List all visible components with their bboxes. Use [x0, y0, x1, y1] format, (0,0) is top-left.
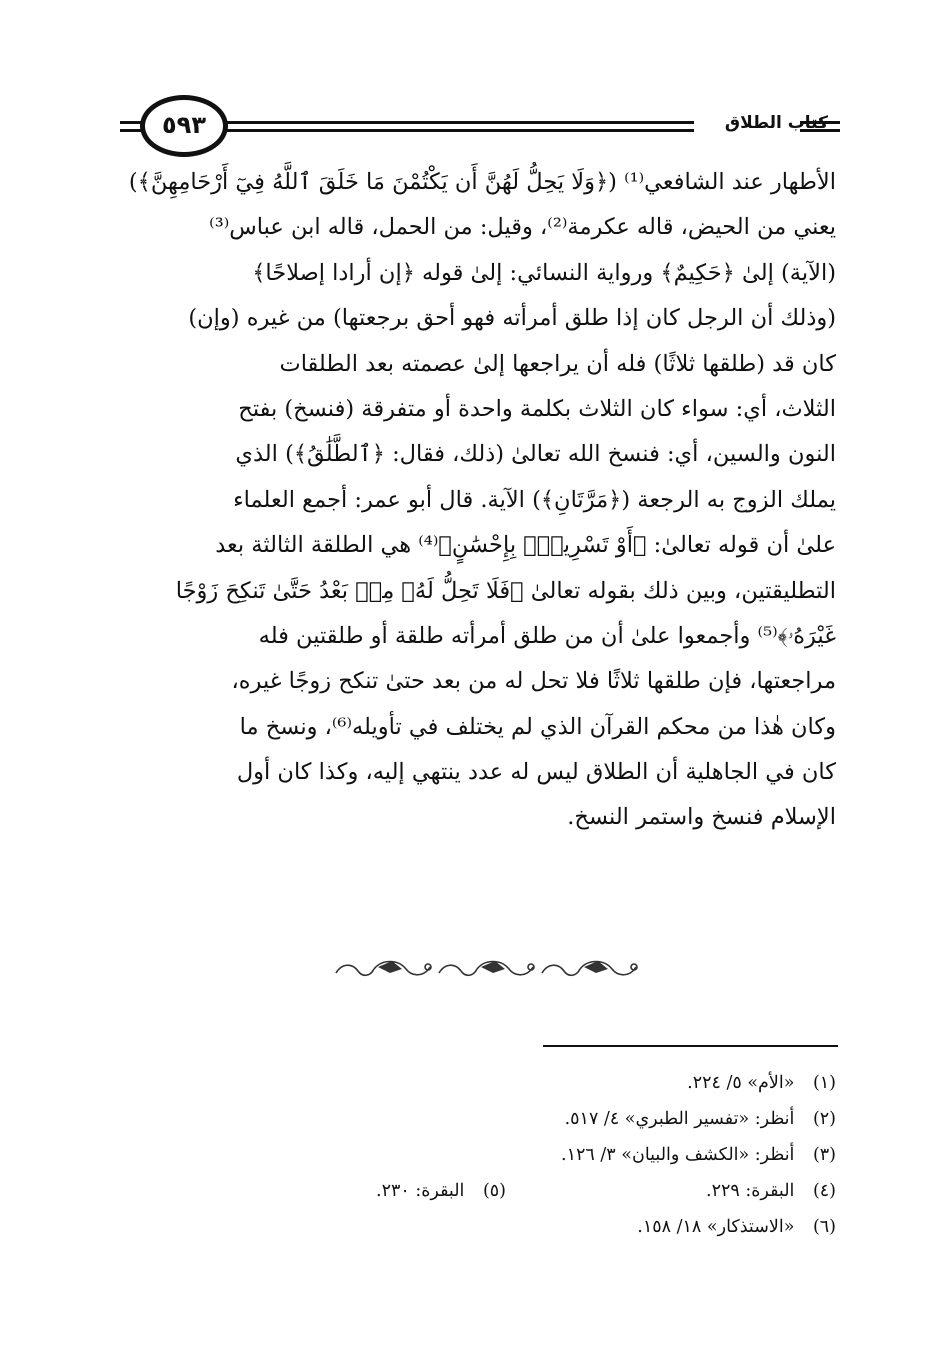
footnotes	[118, 1065, 836, 1245]
text-line: (الآية) إلىٰ ﴿حَكِيمٌ﴾ ورواية النسائي: إلىٰ قوله ﴿إن أرادا إصلاحًا﴾	[252, 259, 836, 286]
header-rule-main-bottom	[222, 129, 694, 132]
text-line: وكان هٰذا من محكم القرآن الذي لم يختلف في تأويله⁽⁶⁾، ونسخ ما	[239, 713, 836, 740]
footnote-number: (٦)	[812, 1217, 836, 1237]
footnote-6	[118, 1209, 836, 1245]
page-number-badge	[140, 95, 228, 157]
text-line: الثلاث، أي: سواء كان الثلاث بكلمة واحدة أو متفرقة (فنسخ) بفتح	[238, 395, 836, 422]
footnote-text: البقرة: ٢٣٠.	[376, 1181, 465, 1201]
footnote-2	[118, 1101, 836, 1137]
footnote-number: (٢)	[812, 1109, 836, 1129]
footnote-text: «الاستذكار» ١٨/ ١٥٨.	[637, 1217, 795, 1237]
text-line: علىٰ أن قوله تعالىٰ: ﴿أَوْ تَسْرِيحٌۢ بِإِحْسَٰنٍ﴾⁽⁴⁾ هي الطلقة الثالثة بعد	[215, 532, 836, 559]
footnote-3	[118, 1137, 836, 1173]
footnote-5	[376, 1173, 506, 1209]
section-end-ornament	[332, 955, 638, 985]
text-line: النون والسين، أي: فنسخ الله تعالىٰ (ذلك، فقال: ﴿ٱلطَّلَٰقُ﴾) الذي	[235, 441, 836, 468]
header-rule-main-top	[222, 121, 694, 124]
text-line: غَيْرَهُۥ﴾⁽⁵⁾ وأجمعوا علىٰ أن من طلق أمرأته طلقة أو طلقتين فله	[258, 622, 836, 649]
text-line: (وذلك أن الرجل كان إذا طلق أمرأته فهو أحق برجعتها) من غيره (وإن)	[188, 305, 836, 332]
text-line: الأطهار عند الشافعي⁽¹⁾ (﴿وَلَا يَحِلُّ لَهُنَّ أَن يَكْتُمْنَ مَا خَلَقَ ٱللَّهُ فِيٓ أَرْحَامِهِنَّ﴾)	[128, 169, 836, 195]
footnote-text: أنظر: «الكشف والبيان» ٣/ ١٢٦.	[561, 1145, 795, 1165]
text-line: يعني من الحيض، قاله عكرمة⁽²⁾، وقيل: من الحمل، قاله ابن عباس⁽³⁾	[209, 214, 836, 241]
header-book-title: كتاب الطلاق	[724, 113, 828, 133]
footnote-separator	[543, 1045, 838, 1047]
page-header	[0, 0, 943, 150]
footnote-text: «الأم» ٥/ ٢٢٤.	[687, 1073, 795, 1093]
footnote-number: (٣)	[812, 1145, 836, 1165]
text-line: كان قد (طلقها ثلاثًا) فله أن يراجعها إلىٰ عصمته بعد الطلقات	[279, 350, 836, 377]
footnote-text: البقرة: ٢٢٩.	[706, 1181, 795, 1201]
footnote-text: أنظر: «تفسير الطبري» ٤/ ٥١٧.	[564, 1109, 795, 1129]
text-line: يملك الزوج به الرجعة (﴿مَرَّتَانِ﴾) الآية. قال أبو عمر: أجمع العلماء	[233, 486, 836, 513]
footnote-number: (٥)	[482, 1181, 506, 1201]
footnote-number: (٤)	[812, 1181, 836, 1201]
page-number: ٥٩٣	[162, 111, 206, 139]
text-line: التطليقتين، وبين ذلك بقوله تعالىٰ ﴿فَلَا تَحِلُّ لَهُۥ مِنۢ بَعْدُ حَتَّىٰ تَنكِحَ زَوْجًا	[175, 577, 836, 604]
text-line: مراجعتها، فإن طلقها ثلاثًا فلا تحل له من بعد حتىٰ تنكح زوجًا غيره،	[231, 668, 836, 695]
main-text	[118, 160, 836, 841]
text-line: كان في الجاهلية أن الطلاق ليس له عدد ينتهي إليه، وكذا كان أول	[236, 759, 836, 786]
footnote-4	[706, 1181, 836, 1201]
footnote-4-5-row	[118, 1173, 836, 1209]
footnote-1	[118, 1065, 836, 1101]
footnote-number: (١)	[812, 1073, 836, 1093]
text-line: الإسلام فنسخ واستمر النسخ.	[567, 804, 836, 831]
